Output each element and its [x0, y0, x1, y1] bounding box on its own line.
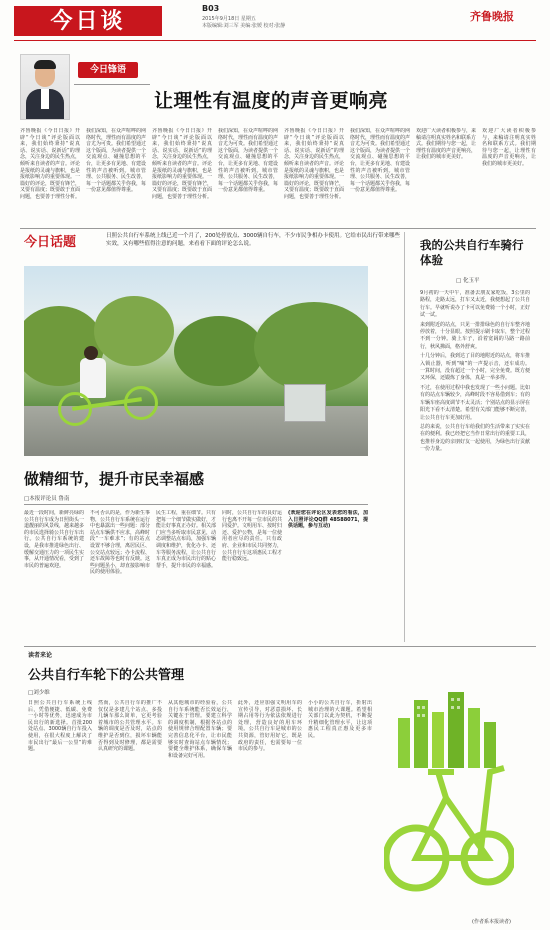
main-text-2: 不可否认的是，作为新生事物，公共自行车系统在运行中也暴露出一些问题：部分站点车辆供不应求，高峰时段“一车难求”；有的站点设置不够合理，离居民区、公交站点较远；办卡流程、还车故障等也时有反映。这些问题虽小，却直接影响市民的使用体验。 [90, 510, 150, 576]
forum-byline: □刘少维 [28, 690, 50, 696]
masthead-logo: 今日谈 [14, 6, 162, 36]
topic-intro: 日照公共自行车系统上线已近一个月了，200处停放点、3000辆自行车，不少市民争相办卡使用。它给市民出行带来哪些实效，又有哪些值得注意的问题，来看看下面的评论怎么说。 [106, 233, 400, 247]
main-text-4: 同时，公共自行车的良好运行也离不开每一位市民的共同爱护。文明用车、按时归还、爱护公物，是每一位使用者应尽的责任。只有政府、企业和市民共同努力，公共自行车这项惠民工程才能行稳致远。 [222, 510, 282, 563]
forum-text-3: 从其他城市的经验看，公共自行车系统能否长效运行，关键在于管理。要建立科学的调度机制，根据各站点的使用规律合理配置车辆；要完善信息化平台，让市民能够实时查询站点车辆情况；要健全维护体系，确保车辆和设备完好可用。 [168, 700, 232, 759]
forum-label: 读者来论 [28, 652, 53, 659]
column-text-5: 齐鲁晚报《今日日报》开辟“今日谈”评论版面以来，我们始终秉持“说真话、说实话、说新话”的理念，关注身边的民生热点，倾听来自读者的声音。评论是报纸的灵魂与旗帜，也是报纸影响力的重要体现。一篇好的评论，既要有锋芒，又要有温度；既要敢于直面问题，也要善于理性分析。 [284, 128, 344, 200]
author-portrait [20, 54, 70, 120]
side-para-4: 不过，在使用过程中我也发现了一些小问题。比如有的站点车辆较少，高峰时段不容易借到车；有的车辆车座高度调节不太灵活；个别站点的显示屏在阳光下看不太清楚。希望有关部门能够不断完善，让公共自行车更加好用。 [420, 384, 530, 421]
forum-headline: 公共自行车轮下的公共管理 [28, 668, 185, 683]
side-endnote: (作者系本报读者) [472, 919, 511, 925]
main-text-3: 民生工程，重在细节。只有把每一个细节做实做好，才能让好事真正办好。相关部门应当多听取市民意见，动态调整站点布局，加强车辆调度和维护，优化办卡、还车等服务流程，让公共自行车真正成为市民出行的贴心帮手，提升市民的幸福感。 [156, 510, 216, 569]
main-headline: 做精细节，提升市民幸福感 [24, 470, 205, 488]
edition-staff: 本版编辑:刘三军 美编:张媛 校对:张静 [202, 23, 286, 29]
column-text-3: 齐鲁晚报《今日日报》开辟“今日谈”评论版面以来，我们始终秉持“说真话、说实话、说新话”的理念，关注身边的民生热点，倾听来自读者的声音。评论是报纸的灵魂与旗帜，也是报纸影响力的重要体现。一篇好的评论，既要有锋芒，又要有温度；既要敢于直面问题，也要善于理性分析。 [152, 128, 212, 200]
column-text-6: 我们深知，在众声喧哗的网络时代，理性而有温度的声音尤为可贵。我们希望通过这个版面，为读者提供一个交流观点、碰撞思想的平台，让更多有见地、有建设性的声音被听到。城市管理、公共服务、民生改善，每一个话题都关乎你我，每一份意见都值得尊重。 [350, 128, 410, 194]
edition-code: B03 [202, 4, 220, 13]
column-text-7: 欢迎广大读者积极参与，来稿请注明真实姓名和联系方式。我们期待与您一起，让理性有温度的声音更响亮，让我们的城市更美好。 [416, 128, 476, 161]
column-text-2: 我们深知，在众声喧哗的网络时代，理性而有温度的声音尤为可贵。我们希望通过这个版面，为读者提供一个交流观点、碰撞思想的平台，让更多有见地、有建设性的声音被听到。城市管理、公共服务、民生改善，每一个话题都关乎你我，每一份意见都值得尊重。 [86, 128, 146, 194]
topic-badge: 今日话题 [24, 235, 77, 250]
column-rule [74, 84, 150, 85]
newspaper-brand: 齐鲁晚报 [470, 10, 514, 23]
main-byline: □本报评论员 鲁南 [24, 496, 70, 502]
forum-text-5: 小小的公共自行车，折射出城市治理的大课题。希望相关部门以此为契机，不断提升精细化管理水平，让这项惠民工程真正惠及更多市民。 [308, 700, 372, 739]
main-text-1: 最近一段时间，新鲜亮绿的公共自行车成为日照街头一道靓丽的风景线，越来越多的市民选择骑公共自行车出行。公共自行车系统的建设，是我市推进绿色出行、缓解交通压力的一项民生实事，从开通情况看，受到了市民的普遍欢迎。 [24, 510, 84, 569]
side-para-2: 来到附近的站点，只见一排排绿色的自行车整齐地停放着，十分显眼。按照提示刷卡取车，整个过程不到一分钟。骑上车子，沿着宽阔的马路一路前行，秋风拂面，格外舒爽。 [420, 321, 530, 350]
column-text-4: 我们深知，在众声喧哗的网络时代，理性而有温度的声音尤为可贵。我们希望通过这个版面，为读者提供一个交流观点、碰撞思想的平台，让更多有见地、有建设性的声音被听到。城市管理、公共服务、民生改善，每一个话题都关乎你我，每一份意见都值得尊重。 [218, 128, 278, 194]
masthead-rule [14, 40, 536, 41]
side-para-5: 总的来说，公共自行车给我们的生活带来了实实在在的便利。我已经把它当作日常出行的重要工具，也推荐身边的亲朋好友一起使用，为绿色出行贡献一份力量。 [420, 423, 530, 453]
column-badge: 今日锋语 [78, 62, 138, 78]
city-skyline [398, 692, 496, 768]
forum-text-4: 此外，还应加强文明用车的宣传引导，对恶意损坏、长期占用等行为依法依规进行处理，营造良好的用车环境。公共自行车是城市的公共资源，管好用好它，既是政府的责任，也需要每一位市民的参与。 [238, 700, 302, 753]
column-text-8: 欢迎广大读者积极参与，来稿请注明真实姓名和联系方式。我们期待与您一起，让理性有温度的声音更响亮，让我们的城市更美好。 [482, 128, 536, 167]
edition-date: 2015年9月18日 星期五 [202, 16, 256, 22]
main-rule [24, 504, 368, 505]
bicycle-illustration [384, 622, 514, 922]
column-divider [404, 232, 405, 642]
bike-photo [24, 266, 368, 456]
side-para-3: 十几分钟后，我到达了目的地附近的站点，将车推入锁止器，听到“嘀”的一声提示音，还车成功。一算时间，没有超过一个小时，完全免费。既方便又环保，还锻炼了身体，真是一举多得。 [420, 353, 530, 382]
side-byline: □ 化玉平 [456, 278, 480, 284]
forum-text-2: 然而，公共自行车的推广不仅仅是多建几个站点、多投几辆车那么简单，它更考验着城市的公共管理水平。车辆的调度是否及时，站点的维护是否到位，损坏车辆能否得到及时修理，都是需要认真研究的课题。 [98, 700, 162, 753]
side-para-1: 9月初的一天中午，准备去朋友家吃饭，3公里的路程，走路太远，打车又太近，我便想起了公共自行车。早就听说办了卡可以免费骑一个小时，正好试一试。 [420, 290, 530, 319]
side-title: 我的公共自行车骑行体验 [420, 238, 524, 267]
section-divider [20, 228, 536, 229]
forum-text-1: 日照公共自行车系统上线后，凭借便捷、低碳、免费一小时等优势，迅速成为市民出行的新选择。首批200处站点、3000辆自行车投入使用，在很大程度上解决了市民出行“最后一公里”的难题。 [28, 700, 92, 753]
column-headline: 让理性有温度的声音更响亮 [154, 90, 389, 112]
main-invite: (欢迎您在评论区发表您的看法，加入日照评论QQ群 48588071，提供话题，参与互动) [288, 510, 368, 530]
column-text-1: 齐鲁晚报《今日日报》开辟“今日谈”评论版面以来，我们始终秉持“说真话、说实话、说新话”的理念，关注身边的民生热点，倾听来自读者的声音。评论是报纸的灵魂与旗帜，也是报纸影响力的重要体现。一篇好的评论，既要有锋芒，又要有温度；既要敢于直面问题，也要善于理性分析。 [20, 128, 80, 200]
